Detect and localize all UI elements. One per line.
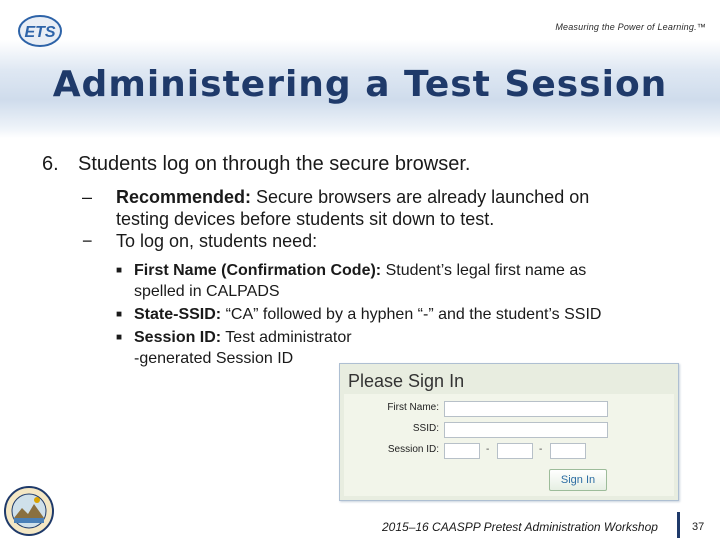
ssid-field-label: SSID: <box>412 423 439 434</box>
ssid-input[interactable] <box>444 422 608 438</box>
ets-logo <box>18 14 64 48</box>
sign-in-form <box>344 394 674 496</box>
session-id-input-3[interactable] <box>550 443 586 459</box>
state-seal-icon <box>4 486 54 536</box>
session-id-label: Session ID: <box>134 329 222 346</box>
first-name-field-label: First Name: <box>387 402 439 413</box>
bullet-icon: ■ <box>116 309 123 320</box>
session-id-text-a: Test administrator <box>221 329 352 346</box>
bullet-icon: ■ <box>116 265 123 276</box>
page-title: Administering a Test Session <box>52 64 668 105</box>
bullet-first-name <box>116 260 702 302</box>
session-id-input-1[interactable] <box>444 443 480 459</box>
session-id-text-b: -generated Session ID <box>134 350 294 367</box>
first-name-text-b: spelled in CALPADS <box>134 283 280 300</box>
state-ssid-label: State-SSID: <box>134 306 222 323</box>
session-id-separator: - <box>486 444 490 455</box>
session-id-separator: - <box>539 444 543 455</box>
recommended-label: Recommended: <box>116 187 252 207</box>
bullet-state-ssid <box>116 304 702 325</box>
sign-in-panel <box>339 363 679 501</box>
recommended-text-b: testing devices before students sit down to test. <box>116 209 495 229</box>
bullet-icon: ■ <box>116 332 123 343</box>
sign-in-button[interactable]: Sign In <box>549 469 607 491</box>
sub-item-recommended <box>82 186 702 230</box>
page-number: 37 <box>692 521 705 533</box>
session-id-input-2[interactable] <box>497 443 533 459</box>
step-number: 6. <box>42 153 59 175</box>
state-ssid-text: “CA” followed by a hyphen “-” and the student’s SSID <box>221 306 602 323</box>
first-name-text-a: Student’s legal first name as <box>381 262 587 279</box>
sign-in-title: Please Sign In <box>348 371 465 391</box>
logon-text: To log on, students need: <box>116 231 318 251</box>
ets-logo-text: ETS <box>24 24 56 41</box>
footer-text: 2015–16 CAASPP Pretest Administration Workshop <box>382 520 658 534</box>
step-item <box>42 152 702 176</box>
session-id-field-label: Session ID: <box>387 444 439 455</box>
tagline: Measuring the Power of Learning.™ <box>555 22 706 32</box>
step-text: Students log on through the secure browser. <box>78 153 471 175</box>
sub-item-logon <box>82 230 702 252</box>
dash-marker: – <box>82 187 93 207</box>
recommended-text-a: Secure browsers are already launched on <box>251 187 590 207</box>
content <box>42 152 702 369</box>
dash-marker: − <box>82 231 93 251</box>
first-name-label: First Name (Confirmation Code): <box>134 262 382 279</box>
first-name-input[interactable] <box>444 401 608 417</box>
footer-divider <box>677 512 680 538</box>
